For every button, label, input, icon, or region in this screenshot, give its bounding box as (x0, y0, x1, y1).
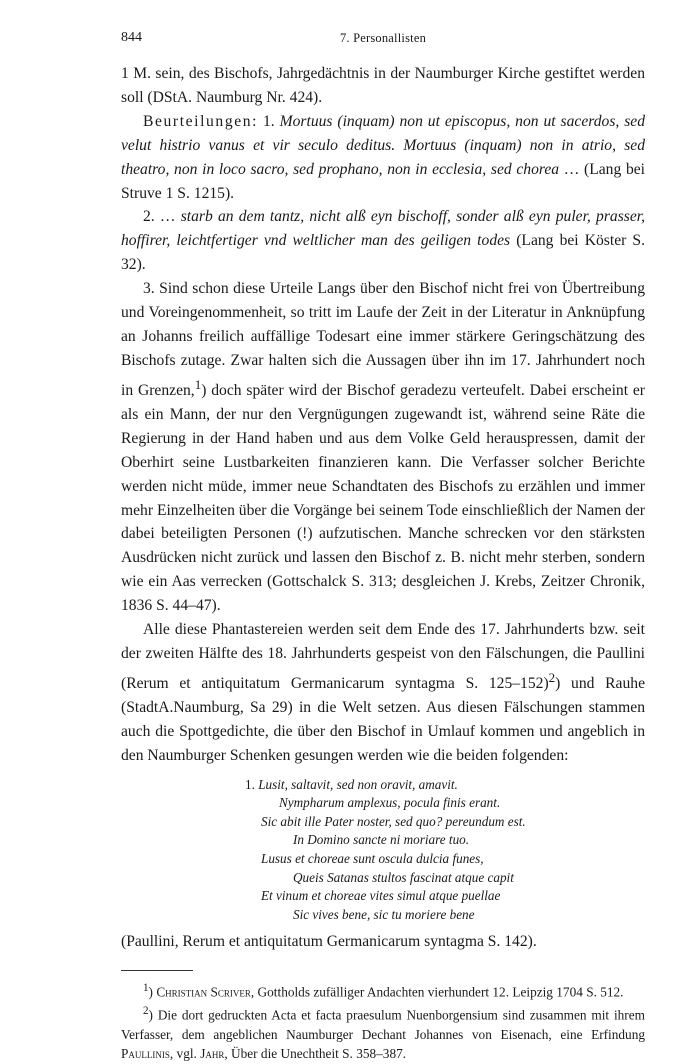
judgement-2-citation: (Lang bei Köster S. 32). (121, 232, 645, 274)
judgements-heading: Beurteilungen: (143, 112, 259, 130)
paragraph-judgement-2 (121, 205, 645, 277)
footnote-2-name-paullini: Paullinis (121, 1046, 170, 1062)
judgement-2-quote: starb an dem tantz, nicht alß eyn bischoff, sonder alß eyn puler, prasser, hoffirer, leichtfertiger vnd weltlicher man des geiligen todes (121, 208, 645, 250)
footnote-ref-2[interactable]: 2 (548, 669, 556, 685)
paragraph-4-text: Alle diese Phantastereien werden seit dem Ende des 17. Jahrhunderts bzw. seit der zweiten Hälfte des 18. Jahrhunderts gespeist von den Fälschungen, die Paullini (Rerum et antiquitatum Germanicarum syntagma S. 125–152) (121, 621, 645, 693)
book-page (121, 30, 645, 1064)
poem-line: In Domino sancte ni moriare tuo. (293, 832, 470, 848)
footnote-1-text: , Gottholds zufälliger Andachten vierhundert 12. Leipzig 1704 S. 512. (250, 984, 624, 1000)
judgement-1-citation: … (Lang bei Struve 1 S. 1215). (121, 160, 645, 202)
poem-line: Queis Satanas stultos fascinat atque capit (293, 869, 514, 885)
footnote-divider (121, 970, 193, 971)
paragraph-3-rest: ) doch später wird der Bischof geradezu verteufelt. Dabei erscheint er als ein Mann, der nur den Vergnügungen zugewandt ist, während seine Räte die Regierung in der Hand haben und aus dem Volke Geld herauspressen, damit der Oberhirt seine Lustbarkeiten finanzieren kann. Die Verfasser solcher Berichte werden nicht müde, immer neue Schandtaten des Bischofs zu erzählen und immer mehr Einzelheiten über die Vorgänge bei seinem Tode einschließlich der Namen der dabei beteiligten Personen (!) aufzutischen. Manche schrecken vor den stärksten Ausdrücken nicht zurück und lassen den Bischof z. B. nicht mehr sterben, sondern wie ein Aas verrecken (Gottschalck S. 313; desgleichen J. Krebs, Zeitzer Chronik, 1836 S. 44–47). (121, 381, 645, 615)
footnote-1: $^1$) Christian Scriver, Gottholds zufälliger Andachten vierhundert 12. Leipzig 1704 S. 512. (143, 982, 624, 1000)
footnote-1-mark: 1 (143, 982, 149, 995)
footnote-1-author: Christian Scriver (156, 984, 251, 1000)
paragraph-judgement-3 (121, 277, 645, 618)
mock-poem (121, 776, 645, 925)
paragraph-4-rest: ) und Rauhe (StadtA.Naumburg, Sa 29) in die Welt setzen. Aus diesen Fälschungen stammen auch die Spottgedichte, die über den Bischof in Umlauf kommen und angeblich in den Naumburger Schenken gesungen werden wie die beiden folgenden: (121, 675, 645, 764)
poem-line: Sic vives bene, sic tu moriere bene (293, 906, 475, 922)
footnote-ref-1[interactable]: 1 (194, 376, 202, 392)
judgement-1-number: 1. (258, 112, 280, 130)
paragraph-3-text: 3. Sind schon diese Urteile Langs über den Bischof nicht frei von Übertreibung und Voreingenommenheit, so tritt im Laufe der Zeit in der Literatur in Anknüpfung an Johanns freilich auffällige Todesart eine immer stärkere Geringschätzung des Bischofs zutage. Zwar halten sich die Aussagen über ihn im 17. Jahrhundert noch in Grenzen, (121, 280, 645, 399)
paragraph-endowment: 1 M. sein, des Bischofs, Jahrgedächtnis in der Naumburger Kirche gestiftet werden soll (DStA. Naumburg Nr. 424). (121, 65, 645, 106)
footnote-2: $^2$) Die dort gedruckten Acta et facta praesulum Nuenborgensium sind zusammen mit ihrem Verfasser, dem angeblichen Naumburger Dechant Johannes von Eisenach, eine Erfindung Paullinis, vgl. Jahr, Über die Unechtheit S. 358–387. (121, 1005, 645, 1062)
paragraph-judgements (121, 110, 645, 206)
page-number: 844 (121, 30, 142, 45)
poem-line: Nympharum amplexus, pocula finis erant. (279, 795, 501, 811)
judgement-2-number: 2. … (143, 208, 181, 226)
running-header (121, 30, 645, 52)
poem-line: Lusus et choreae sunt oscula dulcia funes, (261, 851, 484, 867)
poem-line: 1. Lusit, saltavit, sed non oravit, amavit. (245, 776, 458, 792)
paragraph-forgeries (121, 618, 645, 768)
poem-source: (Paullini, Rerum et antiquitatum Germanicarum syntagma S. 142). (121, 933, 537, 951)
footnote-2-name-jahr: Jahr (200, 1046, 225, 1062)
poem-line: Et vinum et choreae vites simul atque puellae (261, 888, 501, 904)
poem-line: Sic abit ille Pater noster, sed quo? pereundum est. (261, 813, 526, 829)
main-text (121, 62, 645, 954)
judgement-1-quote: Mortuus (inquam) non ut episcopus, non ut sacerdos, sed velut histrio vanus et vir seculo deditus. Mortuus (inquam) non in atrio, sed theatro, non in loco sacro, sed prophano, non in ecclesia, sed chorea (121, 112, 645, 178)
poem-number: 1. (245, 776, 255, 792)
footnote-2-mark: 2 (143, 1005, 149, 1018)
running-title: 7. Personallisten (339, 31, 427, 45)
